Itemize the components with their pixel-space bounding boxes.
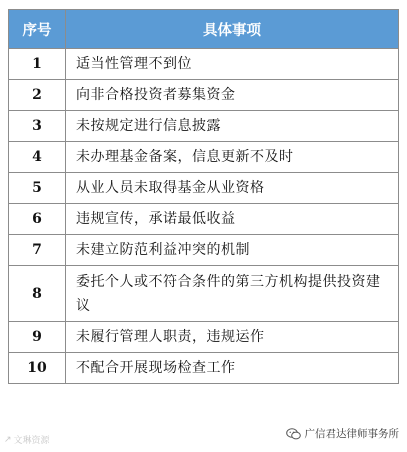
table-row (9, 204, 399, 235)
watermark-right-text: 广信君达律师事务所 (304, 428, 399, 440)
row-item: 未建立防范利益冲突的机制 (66, 235, 399, 266)
header-number: 序号 (9, 10, 66, 49)
table-row (9, 266, 399, 322)
wechat-icon (286, 428, 301, 440)
row-item: 委托个人或不符合条件的第三方机构提供投资建议 (66, 266, 399, 322)
table-row (9, 80, 399, 111)
table-row (9, 322, 399, 353)
table-header-row (9, 10, 399, 49)
row-item: 不配合开展现场检查工作 (66, 353, 399, 384)
table-row (9, 49, 399, 80)
row-item: 适当性管理不到位 (66, 49, 399, 80)
row-number: 9 (9, 322, 66, 353)
row-item: 未履行管理人职责，违规运作 (66, 322, 399, 353)
row-number: 4 (9, 142, 66, 173)
row-number: 1 (9, 49, 66, 80)
row-item: 未办理基金备案，信息更新不及时 (66, 142, 399, 173)
row-item: 向非合格投资者募集资金 (66, 80, 399, 111)
table-row (9, 111, 399, 142)
row-number: 2 (9, 80, 66, 111)
row-item: 未按规定进行信息披露 (66, 111, 399, 142)
watermark-left (4, 433, 50, 446)
table-row (9, 353, 399, 384)
row-item: 违规宣传，承诺最低收益 (66, 204, 399, 235)
table-row (9, 142, 399, 173)
table-row (9, 173, 399, 204)
row-number: 8 (9, 266, 66, 322)
row-number: 6 (9, 204, 66, 235)
watermark-left-text: 文琳资源 (13, 436, 50, 446)
header-item: 具体事项 (66, 10, 399, 49)
row-number: 5 (9, 173, 66, 204)
items-table (8, 9, 399, 384)
row-number: 10 (9, 353, 66, 384)
watermark-right (286, 426, 400, 441)
table-row (9, 235, 399, 266)
row-number: 7 (9, 235, 66, 266)
row-item: 从业人员未取得基金从业资格 (66, 173, 399, 204)
watermark-logo-icon: ↗ (4, 434, 12, 445)
row-number: 3 (9, 111, 66, 142)
